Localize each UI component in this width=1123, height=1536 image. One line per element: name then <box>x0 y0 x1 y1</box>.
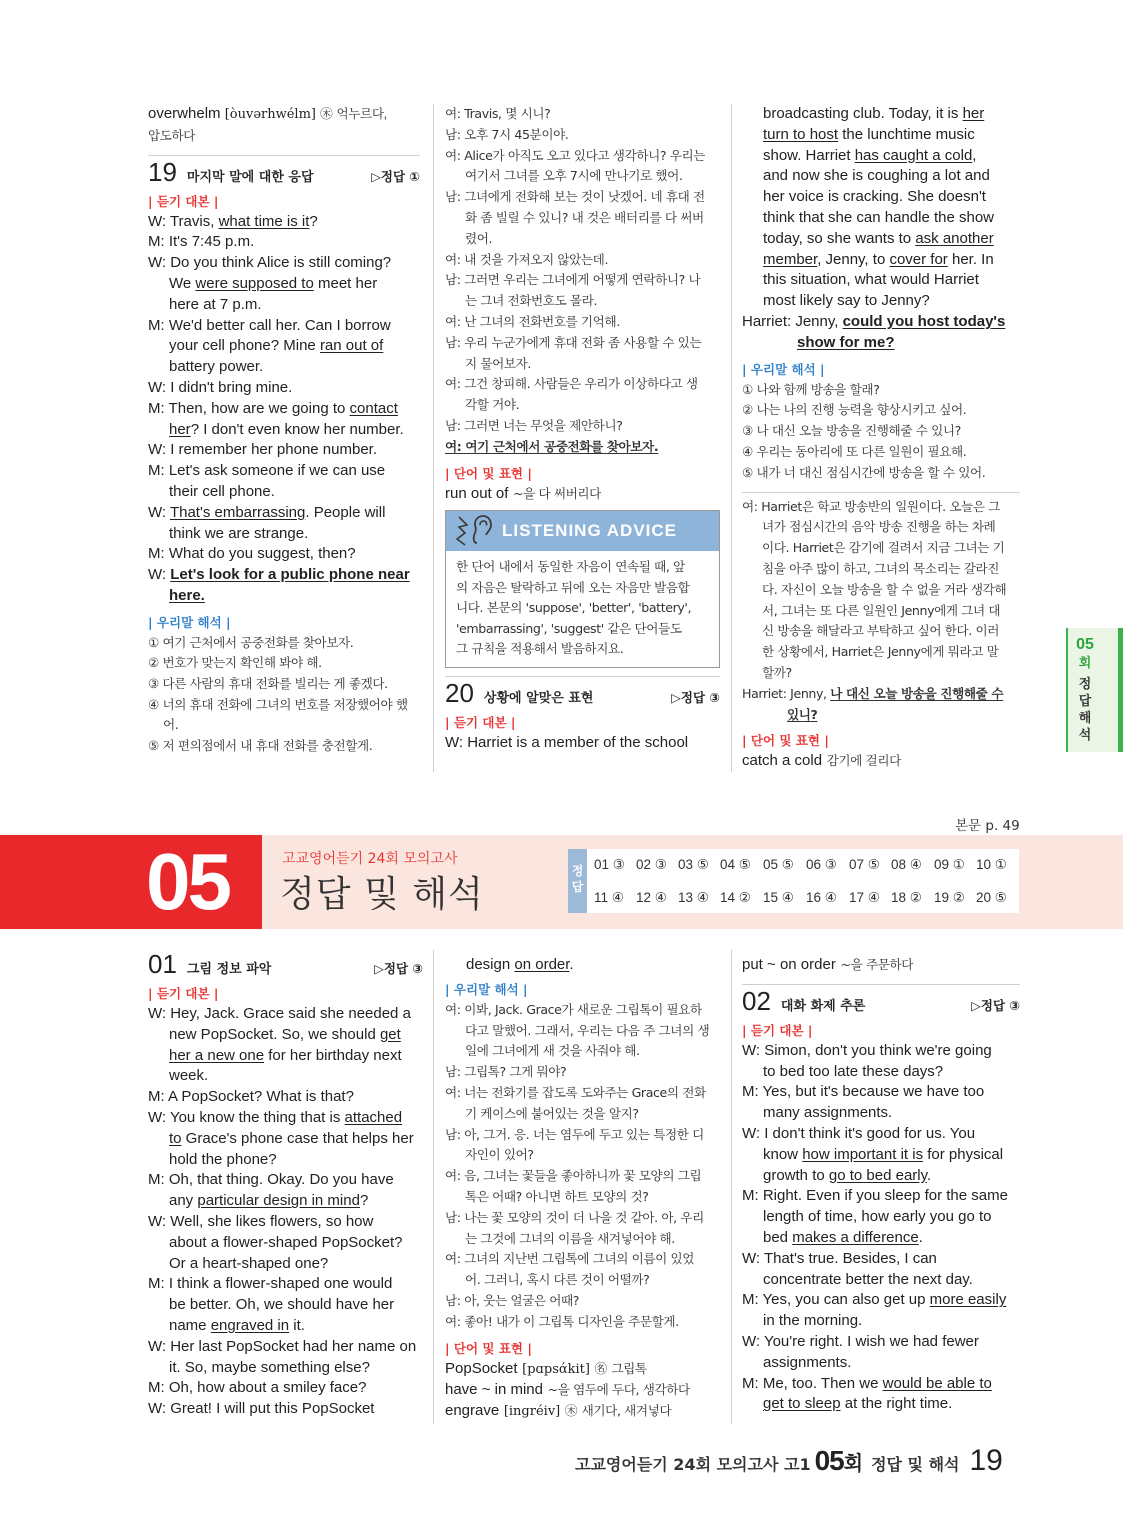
bottom-column-3 <box>742 955 1020 1415</box>
banner-title: 정답 및 해석 <box>280 874 484 915</box>
ear-icon <box>446 513 502 549</box>
answer-cell: 17 ④ <box>849 890 880 905</box>
side-tab-char: 답 <box>1078 694 1092 709</box>
dialogue-script: W: Travis, what time is it? M: It's 7:45 p.m. W: Do you think Alice is still coming? We were supposed to meet her here at 7 p.m. M: We'd better call her. Can I borrow your cell phone? Mine ran out of battery power. W: I didn't bring mine. M: Then, how are we going to contact her? I don't even know her number. W: I remember her phone number. M: Let's ask someone if we can use their cell phone. W: That's embarrassing. People will think we are strange. M: What do you suggest, then? W: Let's look for a public phone near here. <box>148 212 410 604</box>
question-number: 20 <box>445 678 474 709</box>
divider <box>742 492 1020 493</box>
script-tag: | 듣기 대본 | <box>148 193 219 209</box>
question-title: 마지막 말에 대한 응답 <box>186 169 314 185</box>
answer-cell: 12 ④ <box>636 890 667 905</box>
answer-cell: 03 ⑤ <box>678 857 709 872</box>
answer-cell: 20 ⑤ <box>976 890 1007 905</box>
question-02-header <box>742 985 1020 1021</box>
script-line: design on order. <box>466 956 574 973</box>
word-entry: catch a cold 감기에 걸리다 <box>742 752 901 770</box>
dialogue-script: W: Simon, don't you think we're going to bed too late these days? M: Yes, but it's because we have too many assignments. W: I don't think it's good for us. You know how important it is for physical growth to go to bed early. M: Right. Even if you sleep for the same length of time, how early you go to bed makes a difference. W: That's true. Besides, I can concentrate better the next day. M: Yes, you can also get up more easily in the morning. W: You're right. I wish we had fewer assignments. M: Me, too. Then we would be able to get to sleep at the right time. <box>742 1041 1008 1413</box>
divider <box>742 984 1020 985</box>
option-item: ③ 다른 사람의 휴대 전화를 빌리는 게 좋겠다. <box>148 675 388 691</box>
script-line: W: Harriet is a member of the school <box>445 734 689 752</box>
answer-cell: 04 ⑤ <box>720 857 751 872</box>
question-20-header <box>445 678 720 713</box>
word-entry: have ~ in mind ~을 염두에 두다, 생각하다 <box>445 1381 690 1399</box>
word-entry: put ~ on order ~을 주문하다 <box>742 956 914 973</box>
top-column-1 <box>148 104 420 756</box>
answer-cell: 15 ④ <box>763 890 794 905</box>
bottom-column-1 <box>148 949 423 1420</box>
korean-translation: 여: Travis, 몇 시니? 남: 오후 7시 45분이야. 여: Alice가 아직도 오고 있다고 생각하니? 우리는 여기서 그녀를 오후 7시에 만나기로 했어. 남: 그녀에게 전화해 보는 것이 낫겠어. 네 휴대 전 화 좀 빌릴 수 있니? 내 것은 배터리를 다 써버 렸어. 여: 내 것을 가져오지 않았는데. 남: 그러면 우리는 그녀에게 어떻게 연락하니? 나 는 그녀 전화번호도 몰라. 여: 난 그녀의 전화번호를 기억해. 남: 우리 누군가에게 휴대 전화 좀 사용할 수 있는 지 물어보자. 여: 그건 창피해. 사람들은 우리가 이상하다고 생 각할 거야. 남: 그러면 너는 무엇을 제안하니? 여: 여기 근처에서 공중전화를 찾아보자. <box>445 106 706 454</box>
answer-cell: 07 ⑤ <box>849 857 880 872</box>
page-reference: 본문 p. 49 <box>955 818 1020 834</box>
option-item: ④ 우리는 동아리에 또 다른 일원이 필요해. <box>742 443 967 459</box>
question-19-header <box>148 156 420 192</box>
dialogue-script: broadcasting club. Today, it is her turn to host the lunchtime music show. Harriet has caught a cold, and now she is coughing a lot and her voice is cracking. She doesn't think that she can handle the show today, so she wants to ask another member, Jenny, to cover for her. In this situation, what would Harriet most likely say to Jenny? Harriet: Jenny, could you host today's show for me? <box>742 105 1006 351</box>
script-tag: | 듣기 대본 | <box>742 1022 813 1038</box>
korean-translation: 여: 이봐, Jack. Grace가 새로운 그립톡이 필요하 다고 말했어. 그래서, 우리는 다음 주 그녀의 생 일에 그녀에게 새 것을 사줘야 해. 남: 그립톡? 그게 뭐야? 여: 너는 전화기를 잡도록 도와주는 Grace의 전화 기 케이스에 붙어있는 것을 알지? 남: 아, 그거. 응. 너는 염두에 두고 있는 특정한 디 자인이 있어? 여: 음, 그녀는 꽃들을 좋아하니까 꽃 모양의 그립 톡은 어때? 아니면 하트 모양의 것? 남: 나는 꽃 모양의 것이 더 나을 것 같아. 아, 우리 는 그것에 그녀의 이름을 새겨넣어야 해. 여: 그녀의 지난번 그립톡에 그녀의 이름이 있었 어. 그러니, 혹시 다른 것이 어떨까? 남: 아, 웃는 얼굴은 어때? 여: 좋아! 내가 이 그립톡 디자인을 주문할게. <box>445 1001 710 1329</box>
answer-cell: 05 ⑤ <box>763 857 794 872</box>
divider <box>445 676 720 677</box>
listening-advice-box <box>445 510 720 668</box>
translation-tag: | 우리말 해석 | <box>445 981 528 997</box>
answer-cell: 13 ④ <box>678 890 709 905</box>
side-tab-char: 석 <box>1078 728 1092 743</box>
translation-tag: | 우리말 해석 | <box>742 361 825 377</box>
answer-cell: 01 ③ <box>594 857 625 872</box>
answer-label-box: 정 답 <box>568 849 587 913</box>
words-tag: | 단어 및 표현 | <box>742 733 829 749</box>
answer-cell: 08 ④ <box>891 857 922 872</box>
banner-number: 05 <box>146 837 229 926</box>
question-number: 02 <box>742 985 771 1016</box>
advice-title: LISTENING ADVICE <box>502 520 677 540</box>
banner-subtitle: 고교영어듣기 24회 모의고사 <box>282 851 458 867</box>
bottom-column-2 <box>445 955 723 1423</box>
column-divider <box>433 950 434 1424</box>
word-entry: engrave [ingréiv] ㊍ 새기다, 새겨넣다 <box>445 1402 672 1420</box>
answer-cell: 16 ④ <box>806 890 837 905</box>
answer-label: ▷정답 ③ <box>671 690 720 706</box>
option-list <box>148 633 420 757</box>
option-list <box>742 380 1020 484</box>
option-item: ① 나와 함께 방송을 할래? <box>742 381 880 397</box>
footer-number: 05 <box>814 1445 844 1476</box>
answer-cell: 09 ① <box>934 857 965 872</box>
answer-cell: 11 ④ <box>594 890 624 905</box>
column-divider <box>433 104 434 772</box>
question-title: 대화 화제 추론 <box>780 998 866 1014</box>
option-item: ④ 너의 휴대 전화에 그녀의 번호를 저장했어야 했 <box>148 696 408 712</box>
translation-tag: | 우리말 해석 | <box>148 614 231 630</box>
vocab-entry: overwhelm [òuvərhwélm] ㊍ 억누르다, <box>148 105 387 122</box>
side-tab-char: 해 <box>1078 711 1092 726</box>
question-01-header <box>148 949 423 984</box>
advice-body: 한 단어 내에서 동일한 자음이 연속될 때, 앞 의 자음은 탈락하고 뒤에 오는 자음만 발음합 니다. 본문의 'suppose', 'better', 'battery', 'embarrassing', 'suggest' 같은 단어들도 그 규칙을 적용해서 발음하지요. <box>456 559 692 656</box>
side-tab <box>1066 628 1123 752</box>
option-item: ② 나는 나의 진행 능력을 향상시키고 싶어. <box>742 402 967 418</box>
footer-hoe: 회 <box>843 1451 864 1475</box>
top-column-2 <box>445 104 720 754</box>
side-tab-hoe: 회 <box>1078 655 1092 670</box>
option-item-cont: 어. <box>163 717 179 733</box>
question-number: 19 <box>148 156 177 187</box>
dialogue-script: W: Hey, Jack. Grace said she needed a new PopSocket. So, we should get her a new one for her birthday next week. M: A PopSocket? What is that? W: You know the thing that is attached to Grace's phone case that helps her hold the phone? M: Oh, that thing. Okay. Do you have any particular design in mind? W: Well, she likes flowers, so how about a flower-shaped PopSocket? Or a heart-shaped one? M: I think a flower-shaped one would be better. Oh, we should have her name engraved in it. W: Her last PopSocket had her name on it. So, maybe something else? M: Oh, how about a smiley face? W: Great! I will put this PopSocket <box>148 1005 417 1418</box>
column-divider <box>731 950 732 1424</box>
option-item: ① 여기 근처에서 공중전화를 찾아보자. <box>148 634 354 650</box>
page-footer <box>575 1444 1003 1478</box>
divider <box>148 155 420 156</box>
words-tag: | 단어 및 표현 | <box>445 1340 532 1356</box>
answer-label: ▷정답 ③ <box>374 961 423 976</box>
answer-label: ▷정답 ③ <box>971 997 1020 1013</box>
answer-cell: 10 ① <box>976 857 1007 872</box>
option-item: ⑤ 저 편의점에서 내 휴대 전화를 충전할게. <box>148 737 373 753</box>
words-tag: | 단어 및 표현 | <box>445 465 532 481</box>
question-number: 01 <box>148 949 177 979</box>
answer-cell: 19 ② <box>934 890 965 905</box>
vocab-meaning: 압도하다 <box>148 127 196 143</box>
footer-subtitle: 정답 및 해석 <box>871 1455 960 1474</box>
side-tab-char: 정 <box>1078 677 1092 692</box>
word-entry: run out of ~을 다 써버리다 <box>445 484 601 502</box>
word-entry: PopSocket [pɑpsάkit] ㊔ 그립톡 <box>445 1359 647 1377</box>
script-tag: | 듣기 대본 | <box>445 715 516 731</box>
side-tab-accent <box>1118 628 1123 752</box>
answer-cell: 06 ③ <box>806 857 837 872</box>
answer-label: ▷정답 ① <box>371 168 420 184</box>
korean-translation: 여: Harriet은 학교 방송반의 일원이다. 오늘은 그 녀가 점심시간의 음악 방송 진행을 하는 차례 이다. Harriet은 감기에 걸려서 지금 그녀는 기 침을 아주 많이 하고, 그녀의 목소리는 갈라진 다. 자신이 오늘 방송을 할 수 없을 거라 생각해 서, 그녀는 또 다른 일원인 Jenny에게 그녀 대 신 방송을 해달라고 부탁하고 싶어 한다. 이러 한 상황에서, Harriet은 Jenny에게 뭐라고 말 할까? Harriet: Jenny, 나 대신 오늘 방송을 진행해줄 수 있니? <box>742 498 1007 722</box>
script-tag: | 듣기 대본 | <box>148 986 219 1001</box>
footer-text: 고교영어듣기 24회 모의고사 고1 <box>575 1455 811 1474</box>
option-item: ② 번호가 맞는지 확인해 봐야 해. <box>148 655 322 671</box>
top-column-3 <box>742 104 1020 772</box>
column-divider <box>731 104 732 772</box>
option-item: ⑤ 내가 너 대신 점심시간에 방송을 할 수 있어. <box>742 464 986 480</box>
answer-cell: 18 ② <box>891 890 922 905</box>
option-item: ③ 나 대신 오늘 방송을 진행해줄 수 있니? <box>742 423 961 439</box>
answer-cell: 14 ② <box>720 890 751 905</box>
question-title: 상황에 알맞은 표현 <box>483 691 594 707</box>
question-title: 그림 정보 파악 <box>186 962 272 977</box>
side-tab-number: 05 <box>1076 636 1094 653</box>
answer-cell: 02 ③ <box>636 857 667 872</box>
listening-advice-header <box>446 511 719 551</box>
page-number: 19 <box>969 1444 1003 1477</box>
